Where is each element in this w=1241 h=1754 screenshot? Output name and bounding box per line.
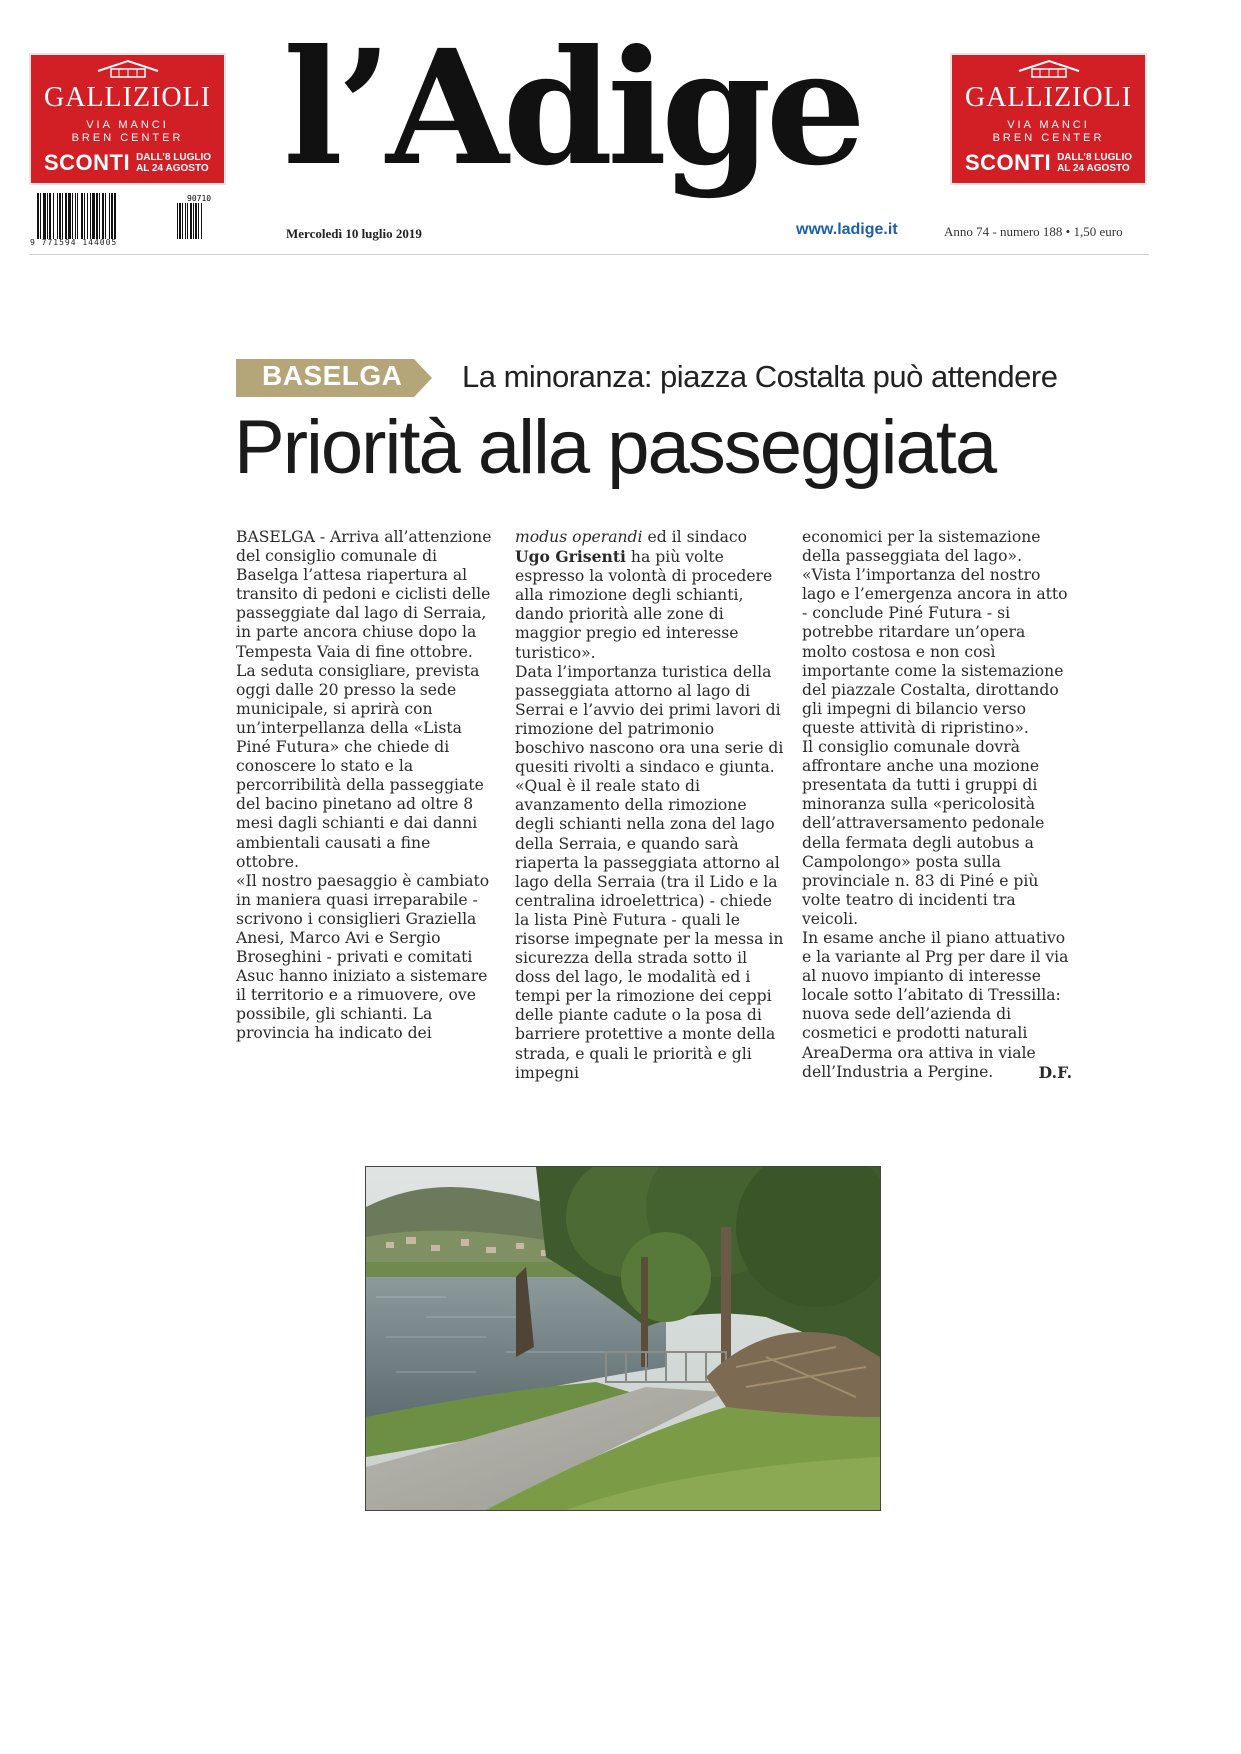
- paragraph: Data l’importanza turistica della passeggiata attorno al lago di Serrai e l’avvio dei primi lavori di rimozione del patrimonio boschivo nascono ora una serie di quesiti rivolti a sindaco e giunta. «Qual è il reale stato di avanzamento della rimozione degli schianti nella zona del lago della Serraia, e quando sarà riaperta la passeggiata attorno al lago della Serraia (tra il Lido e la centralina idroelettrica) - chiede la lista Pinè Futura - quali le risorse impegnate per la messa in sicurezza della strada sotto il doss del lago, le modalità ed i tempi per la rimozione dei ceppi delle piante cadute o la posa di barriere protettive a monte della strada, e quali le priorità e gli impegni: [515, 662, 784, 1082]
- paragraph: [515, 528, 785, 663]
- ad-dates-line1: DALL’8 LUGLIO: [136, 152, 212, 163]
- ad-address-line2: BREN CENTER: [992, 132, 1105, 144]
- paragraph: «Vista l’importanza del nostro lago e l’emergenza ancora in atto - conclude Piné Futura - si potrebbe ritardare un’opera molto costosa e non così importante come la sistemazione del piazzale Costalta, dirottando gli impegni di bilancio verso queste attività di ripristino».: [802, 566, 1068, 737]
- mayor-name: Ugo Grisenti: [515, 547, 626, 567]
- article-column-1: [236, 528, 498, 1044]
- ad-brand: GALLIZIOLI: [43, 82, 212, 113]
- text: In esame anche il piano attuativo e la variante al Prg per dare il via al nuovo impianto di interesse locale sotto l’abitato di Tressilla: nuova sede dell’azienda di cosmetici e prodotti naturali AreaDerma ora attiva in viale dell’Industria a Pergine.: [802, 928, 1069, 1081]
- publication-date: Mercoledì 10 luglio 2019: [286, 226, 422, 241]
- section-tag: BASELGA: [262, 360, 403, 391]
- article-kicker: La minoranza: piazza Costalta può attendere: [462, 359, 1058, 394]
- paragraph: La seduta consigliare, prevista oggi dalle 20 presso la sede municipale, si aprirà con un’interpellanza della «Lista Piné Futura» che chiede di conoscere lo stato e la percorribilità della passeggiate del bacino pinetano ad oltre 8 mesi dagli schianti e dai danni ambientali causati a fine ottobre.: [236, 661, 484, 871]
- article-column-2: [515, 528, 785, 1083]
- ad-dates: [136, 152, 211, 174]
- barcode-addon: 90710: [187, 194, 212, 203]
- paragraph: [802, 929, 1072, 1082]
- ad-address-line1: VIA MANCI: [1007, 119, 1090, 131]
- text: ed il sindaco: [642, 528, 748, 546]
- house-roof-icon: [93, 59, 163, 79]
- article-headline: Priorità alla passeggiata: [234, 405, 996, 490]
- ad-promo-label: SCONTI: [964, 150, 1052, 175]
- ad-brand: GALLIZIOLI: [964, 82, 1133, 113]
- ad-address-line1: VIA MANCI: [86, 119, 169, 131]
- advertisement-right: [950, 53, 1147, 185]
- house-roof-icon: [1014, 59, 1084, 79]
- advertisement-left: [29, 53, 226, 185]
- newspaper-logo: l’Adige: [283, 16, 861, 201]
- ad-dates-line1: DALL’8 LUGLIO: [1057, 152, 1133, 163]
- ad-dates-line2: AL 24 AGOSTO: [136, 163, 209, 174]
- article-column-3: [802, 528, 1072, 1082]
- italic-text: modus operandi: [515, 528, 643, 546]
- ad-promo: [31, 150, 224, 176]
- ad-dates: [1057, 152, 1132, 174]
- ad-dates-line2: AL 24 AGOSTO: [1057, 163, 1130, 174]
- ad-promo-label: SCONTI: [43, 150, 131, 175]
- issue-info: Anno 74 - numero 188 • 1,50 euro: [944, 224, 1123, 239]
- paragraph: Il consiglio comunale dovrà affrontare anche una mozione presentata da tutti i gruppi di minoranza sulla «pericolosità dell’attraversamento pedonale della fermata degli autobus a Campolongo» posta sulla provinciale n. 83 di Piné e più volte teatro di incidenti tra veicoli.: [802, 738, 1045, 928]
- text: ha più volte espresso la volontà di procedere alla rimozione degli schianti, dando priorità alle zone di maggior pregio ed interesse turistico».: [515, 548, 773, 662]
- paragraph: economici per la sistemazione della passeggiata del lago».: [802, 528, 1041, 566]
- lake-path-image: [366, 1167, 880, 1510]
- ad-address-line2: BREN CENTER: [71, 132, 184, 144]
- paragraph: «Il nostro paesaggio è cambiato in maniera quasi irreparabile - scrivono i consiglieri Graziella Anesi, Marco Avi e Sergio Broseghini - privati e comitati Asuc hanno iniziato a sistemare il territorio e a rimuovere, ove possibile, gli schianti. La provincia ha indicato dei: [236, 871, 490, 1043]
- barcode-number: 9 771594 144005: [30, 238, 118, 247]
- masthead-divider: [29, 254, 1149, 255]
- paragraph: BASELGA - Arriva all’attenzione del consiglio comunale di Baselga l’attesa riapertura al transito di pedoni e ciclisti delle passeggiate dal lago di Serraia, in parte ancora chiuse dopo la Tempesta Vaia di fine ottobre.: [236, 528, 492, 661]
- article-photo: [365, 1166, 881, 1511]
- ad-promo: [952, 150, 1145, 176]
- author-signature: D.F.: [1038, 1062, 1072, 1082]
- website-link[interactable]: www.ladige.it: [796, 221, 898, 238]
